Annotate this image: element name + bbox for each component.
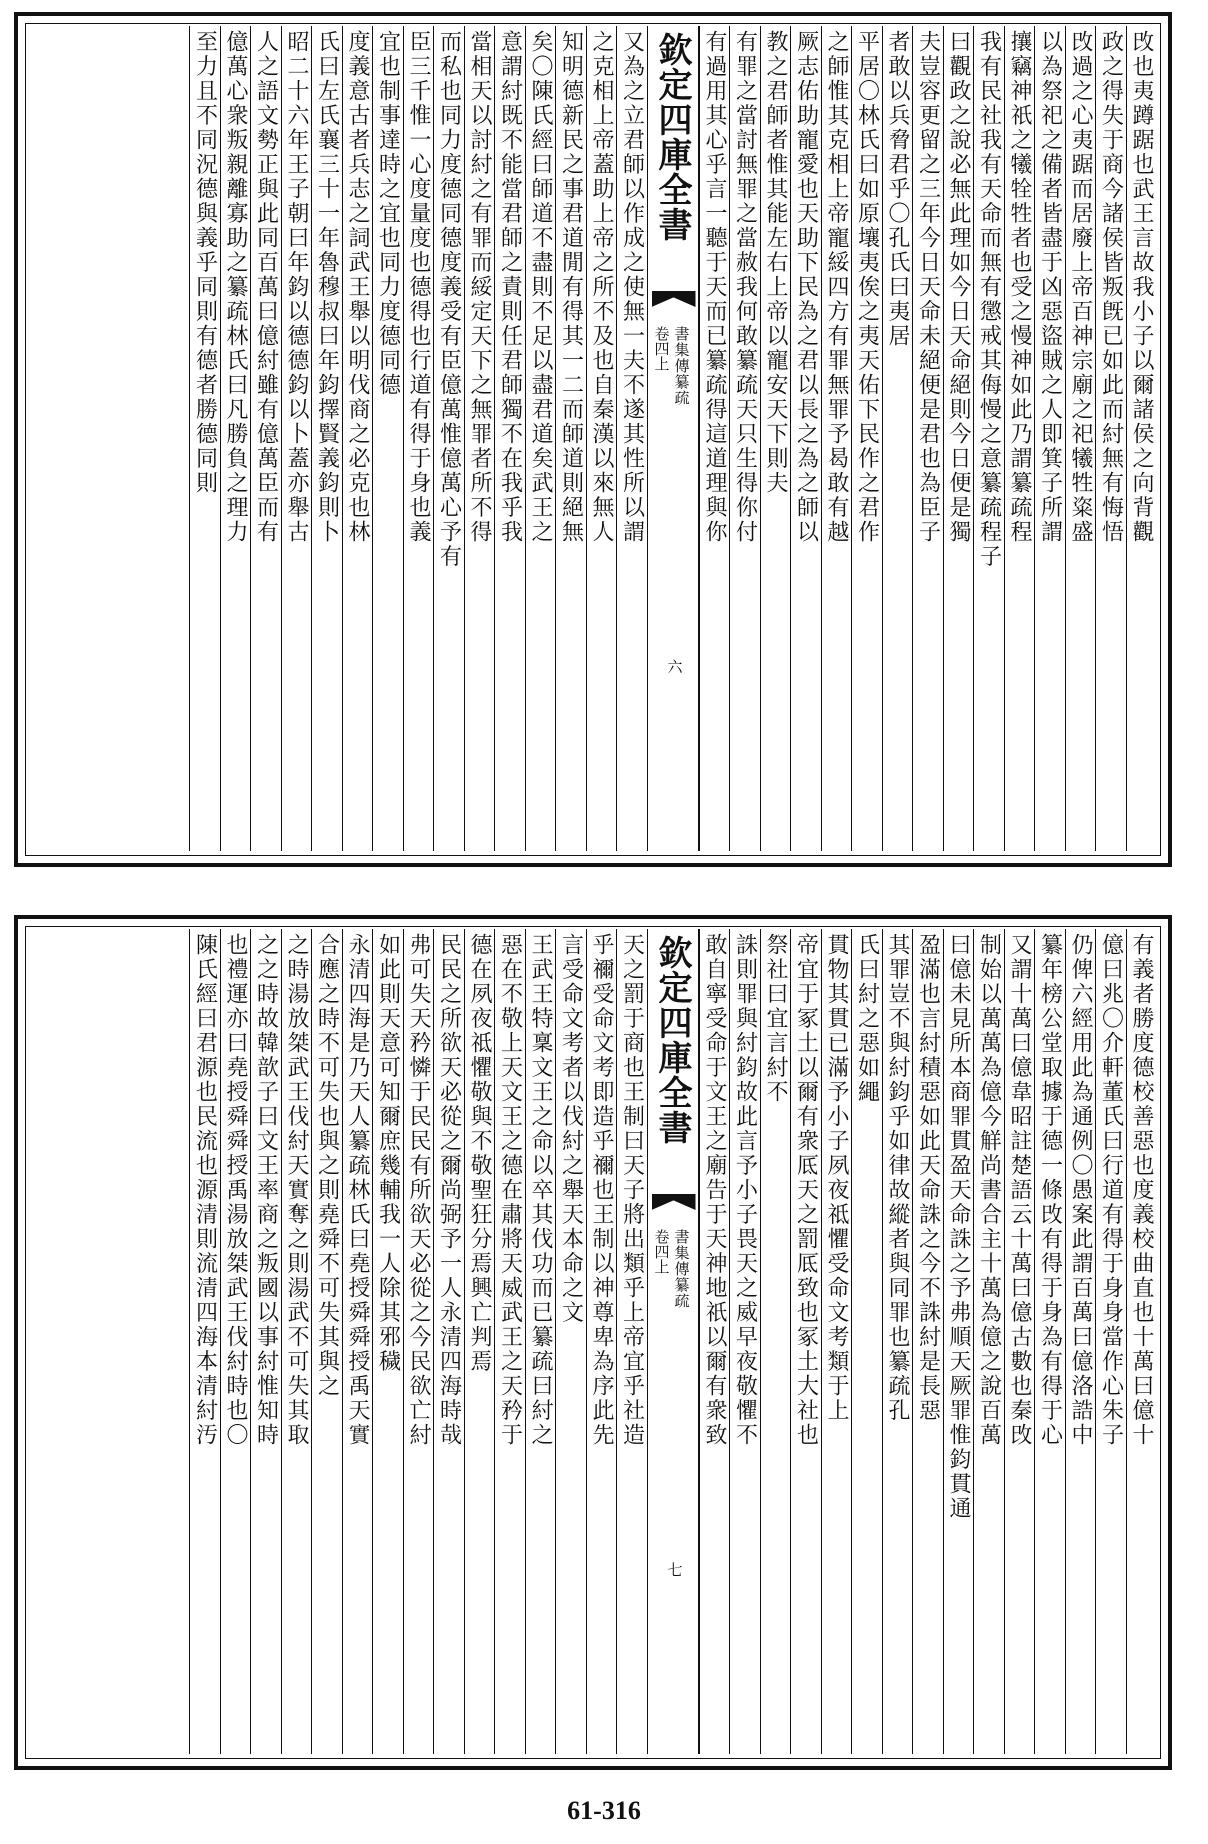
text-column: 曰觀政之說必無此理如今日天命絕則今日便是獨: [943, 26, 974, 851]
text-column: 昭二十六年王子朝曰年鈞以德德鈞以卜蓋亦舉古: [281, 26, 312, 851]
leaf-number: 六: [667, 658, 683, 676]
text-column: 人之語文勢正與此同百萬曰億紂雖有億萬臣而有: [250, 26, 281, 851]
text-column: 至力且不同況德與義乎同則有德者勝德同則: [189, 26, 220, 851]
text-column: 仍俾六經用此為通例〇愚案此謂百萬曰億洛誥中: [1065, 929, 1096, 1754]
text-column: 矣〇陳氏經曰師道不盡則不足以盡君道矣武王之: [525, 26, 556, 851]
text-column: 攘竊神祇之犧牷牲者也受之慢神如此乃謂纂疏程: [1004, 26, 1035, 851]
text-column: 也禮運亦曰堯授舜舜授禹湯放桀武王伐紂時也〇: [220, 929, 251, 1754]
text-column: 教之君師者惟其能左右上帝以寵安天下則夫: [760, 26, 791, 851]
text-column: 帝宜于冢土以爾有衆厎天之罰厎致也冢土大社也: [790, 929, 821, 1754]
text-column: 而私也同力度德同德度義受有臣億萬惟億萬心予有: [433, 26, 464, 851]
text-column: 貫物其貫已滿予小子夙夜祗懼受命文考類于上: [821, 929, 852, 1754]
text-column: 敢自寧受命于文王之廟告于天神地祇以爾有衆致: [699, 929, 730, 1754]
fishtail-mark: [652, 291, 696, 307]
text-column: 億萬心衆叛親離寡助之纂疏林氏曰凡勝負之理力: [220, 26, 251, 851]
text-column: 言受命文考者以伐紂之舉天本命之文: [555, 929, 586, 1754]
page-top: [14, 12, 1172, 867]
text-column: 又為之立君師以作成之使無一夫不遂其性所以謂: [616, 26, 647, 851]
text-column: 政之得失于商今諸侯皆叛旣已如此而紂無有悔悟: [1095, 26, 1126, 851]
book-title: 欽定四庫全書: [652, 935, 692, 1145]
leaf-number: 七: [667, 1561, 683, 1579]
text-column: 之之時故韓歆子曰文王率商之叛國以事紂惟知時: [250, 929, 281, 1754]
text-column: 如此則天意可知爾庶幾輔我一人除其邪穢: [372, 929, 403, 1754]
text-column: 攺也夷蹲踞也武王言故我小子以爾諸侯之向背觀: [1126, 26, 1157, 851]
text-column: 陳氏經曰君源也民流也源清則流清四海本清紂汚: [189, 929, 220, 1754]
text-column: 纂年榜公堂取據于德一條攺有得于身為有得于心: [1034, 929, 1065, 1754]
text-column: 有過用其心乎言一聽于天而已纂疏得這道理與你: [699, 26, 730, 851]
center-fold-top: [647, 26, 699, 851]
text-column: 厥志佑助寵愛也天助下民為之君以長之為之師以: [790, 26, 821, 851]
text-column: 有罪之當討無罪之當赦我何敢纂疏天只生得你付: [729, 26, 760, 851]
text-column: 億曰兆〇介軒董氏曰行道有得于身身當作心朱子: [1095, 929, 1126, 1754]
text-column: 又謂十萬曰億韋昭註楚語云十萬曰億古數也秦攺: [1004, 929, 1035, 1754]
text-column: 攺過之心夷踞而居廢上帝百神宗廟之祀犧牲粢盛: [1065, 26, 1096, 851]
text-column: 知明德新民之事君道閒有得其一二而師道則絕無: [555, 26, 586, 851]
text-column: 曰億未見所本商罪貫盈天命誅之予弗順天厥罪惟鈞貫通: [943, 929, 974, 1754]
text-column: 者敢以兵脅君乎〇孔氏曰夷居: [882, 26, 913, 851]
text-column: 天之罰于商也王制曰天子將出類乎上帝宜乎社造: [616, 929, 647, 1754]
text-column: 永清四海是乃天人纂疏林氏曰堯授舜舜授禹天實: [342, 929, 373, 1754]
text-column: 制始以萬萬為億今觧尚書合主十萬為億之說百萬: [973, 929, 1004, 1754]
text-column: 度義意古者兵志之詞武王舉以明伐商之必克也林: [342, 26, 373, 851]
text-column: 臣三千惟一心度量度也德得也行道有得于身也義: [403, 26, 434, 851]
folio-number: 61-316: [567, 1796, 641, 1825]
volume-label: 卷四上: [652, 326, 671, 371]
volume-label: 卷四上: [652, 1229, 671, 1274]
text-column: 民民之所欲天必從之爾尚弼予一人永清四海時哉: [433, 929, 464, 1754]
text-columns-top: [30, 26, 1156, 851]
text-column: 以為祭祀之備者皆盡于凶惡盜賊之人即箕子所謂: [1034, 26, 1065, 851]
text-column: 王武王特稟文王之命以卒其伐功而已纂疏曰紂之: [525, 929, 556, 1754]
book-subtitle: 書集傳纂疏: [672, 326, 691, 406]
text-column: 祭社曰宜言紂不: [760, 929, 791, 1754]
text-column: 平居〇林氏曰如原壤夷俟之夷天佑下民作之君作: [851, 26, 882, 851]
text-column: 合應之時不可失也與之則堯舜不可失其與之: [311, 929, 342, 1754]
book-subtitle: 書集傳纂疏: [672, 1229, 691, 1309]
page-bottom: [14, 915, 1172, 1770]
text-column: 德在夙夜祗懼敬與不敬聖狂分焉興亡判焉: [464, 929, 495, 1754]
text-column: 之師惟其克相上帝寵綏四方有罪無罪予曷敢有越: [821, 26, 852, 851]
text-column: 氏曰紂之惡如繩: [851, 929, 882, 1754]
book-title: 欽定四庫全書: [652, 32, 692, 242]
text-column: 意謂紂既不能當君師之責則任君師獨不在我乎我: [494, 26, 525, 851]
text-column: 其罪豈不與紂鈞乎如律故縱者與同罪也纂疏孔: [882, 929, 913, 1754]
center-fold-bottom: [647, 929, 699, 1754]
text-column: 之時湯放桀武王伐紂天實奪之則湯武不可失其取: [281, 929, 312, 1754]
text-column: 盈滿也言紂積惡如此天命誅之今不誅紂是長惡: [912, 929, 943, 1754]
text-column: 之克相上帝蓋助上帝之所不及也自秦漢以來無人: [586, 26, 617, 851]
text-column: 夫豈容更留之三年今日天命未絕便是君也為臣子: [912, 26, 943, 851]
text-column: 乎禰受命文考即造乎禰也王制以神尊卑為序此先: [586, 929, 617, 1754]
text-column: 我有民社我有天命而無有懲戒其侮慢之意纂疏程子: [973, 26, 1004, 851]
text-column: 氏曰左氏襄三十一年魯穆叔曰年鈞擇賢義鈞則卜: [311, 26, 342, 851]
fishtail-mark: [652, 1194, 696, 1210]
text-column: 當相天以討紂之有罪而綏定天下之無罪者所不得: [464, 26, 495, 851]
text-column: 弗可失天矜憐于民民有所欲天必從之今民欲亡紂: [403, 929, 434, 1754]
text-column: 惡在不敬上天文王之德在肅將天威武王之天矜于: [494, 929, 525, 1754]
text-column: 宜也制事達時之宜也同力度德同德: [372, 26, 403, 851]
text-column: 誅則罪與紂鈞故此言予小子畏天之威早夜敬懼不: [729, 929, 760, 1754]
text-column: 有義者勝度德校善惡也度義校曲直也十萬曰億十: [1126, 929, 1157, 1754]
text-columns-bottom: [30, 929, 1156, 1754]
